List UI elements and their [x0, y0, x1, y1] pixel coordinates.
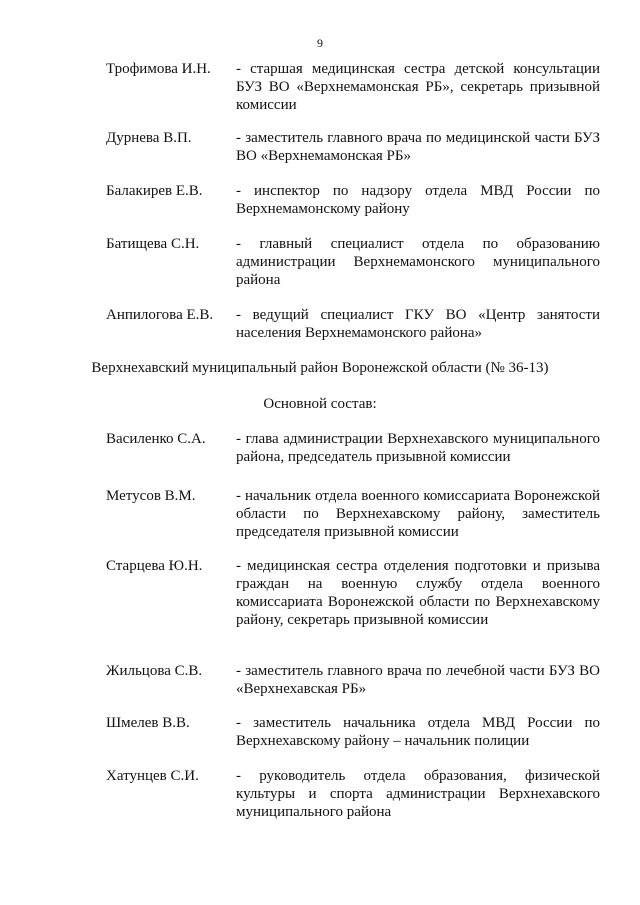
member-role: - инспектор по надзору отдела МВД России по Верхнемамонскому району — [236, 183, 600, 217]
member-role: - главный специалист отдела по образованию администрации Верхнемамонского муниципального района — [236, 236, 600, 288]
member-name: Метусов В.М. — [106, 488, 196, 504]
member-role: - старшая медицинская сестра детской консультации БУЗ ВО «Верхнемамонская РБ», секретарь призывной комиссии — [236, 61, 600, 113]
member-role: - медицинская сестра отделения подготовки и призыва граждан на военную службу отдела военного комиссариата Воронежской области по Верхнехавскому району, секретарь призывной комиссии — [236, 558, 600, 628]
member-name: Балакирев Е.В. — [106, 183, 203, 199]
member-role: - руководитель отдела образования, физической культуры и спорта администрации Верхнехавского муниципального района — [236, 768, 600, 820]
subheading: Основной состав: — [263, 396, 377, 412]
member-name: Василенко С.А. — [106, 431, 206, 447]
member-name: Жильцова С.В. — [106, 663, 203, 679]
member-name: Хатунцев С.И. — [106, 768, 199, 784]
member-name: Батищева С.Н. — [106, 236, 200, 252]
member-name: Старцева Ю.Н. — [106, 558, 203, 574]
member-role: - заместитель начальника отдела МВД России по Верхнехавскому району – начальник полиции — [236, 715, 600, 749]
section-heading: Верхнехавский муниципальный район Воронежской области (№ 36-13) — [91, 360, 549, 376]
member-role: - ведущий специалист ГКУ ВО «Центр занятости населения Верхнемамонского района» — [236, 307, 600, 341]
member-role: - заместитель главного врача по медицинской части БУЗ ВО «Верхнемамонская РБ» — [236, 130, 600, 164]
member-name: Трофимова И.Н. — [106, 61, 211, 77]
page-number: 9 — [317, 36, 323, 50]
member-name: Дурнева В.П. — [106, 130, 192, 146]
member-role: - начальник отдела военного комиссариата Воронежской области по Верхнехавскому району, заместитель председателя призывной комиссии — [236, 488, 600, 540]
member-role: - глава администрации Верхнехавского муниципального района, председатель призывной комиссии — [236, 431, 600, 465]
member-name: Шмелев В.В. — [106, 715, 190, 731]
member-role: - заместитель главного врача по лечебной части БУЗ ВО «Верхнехавская РБ» — [236, 663, 600, 697]
member-name: Анпилогова Е.В. — [106, 307, 214, 323]
